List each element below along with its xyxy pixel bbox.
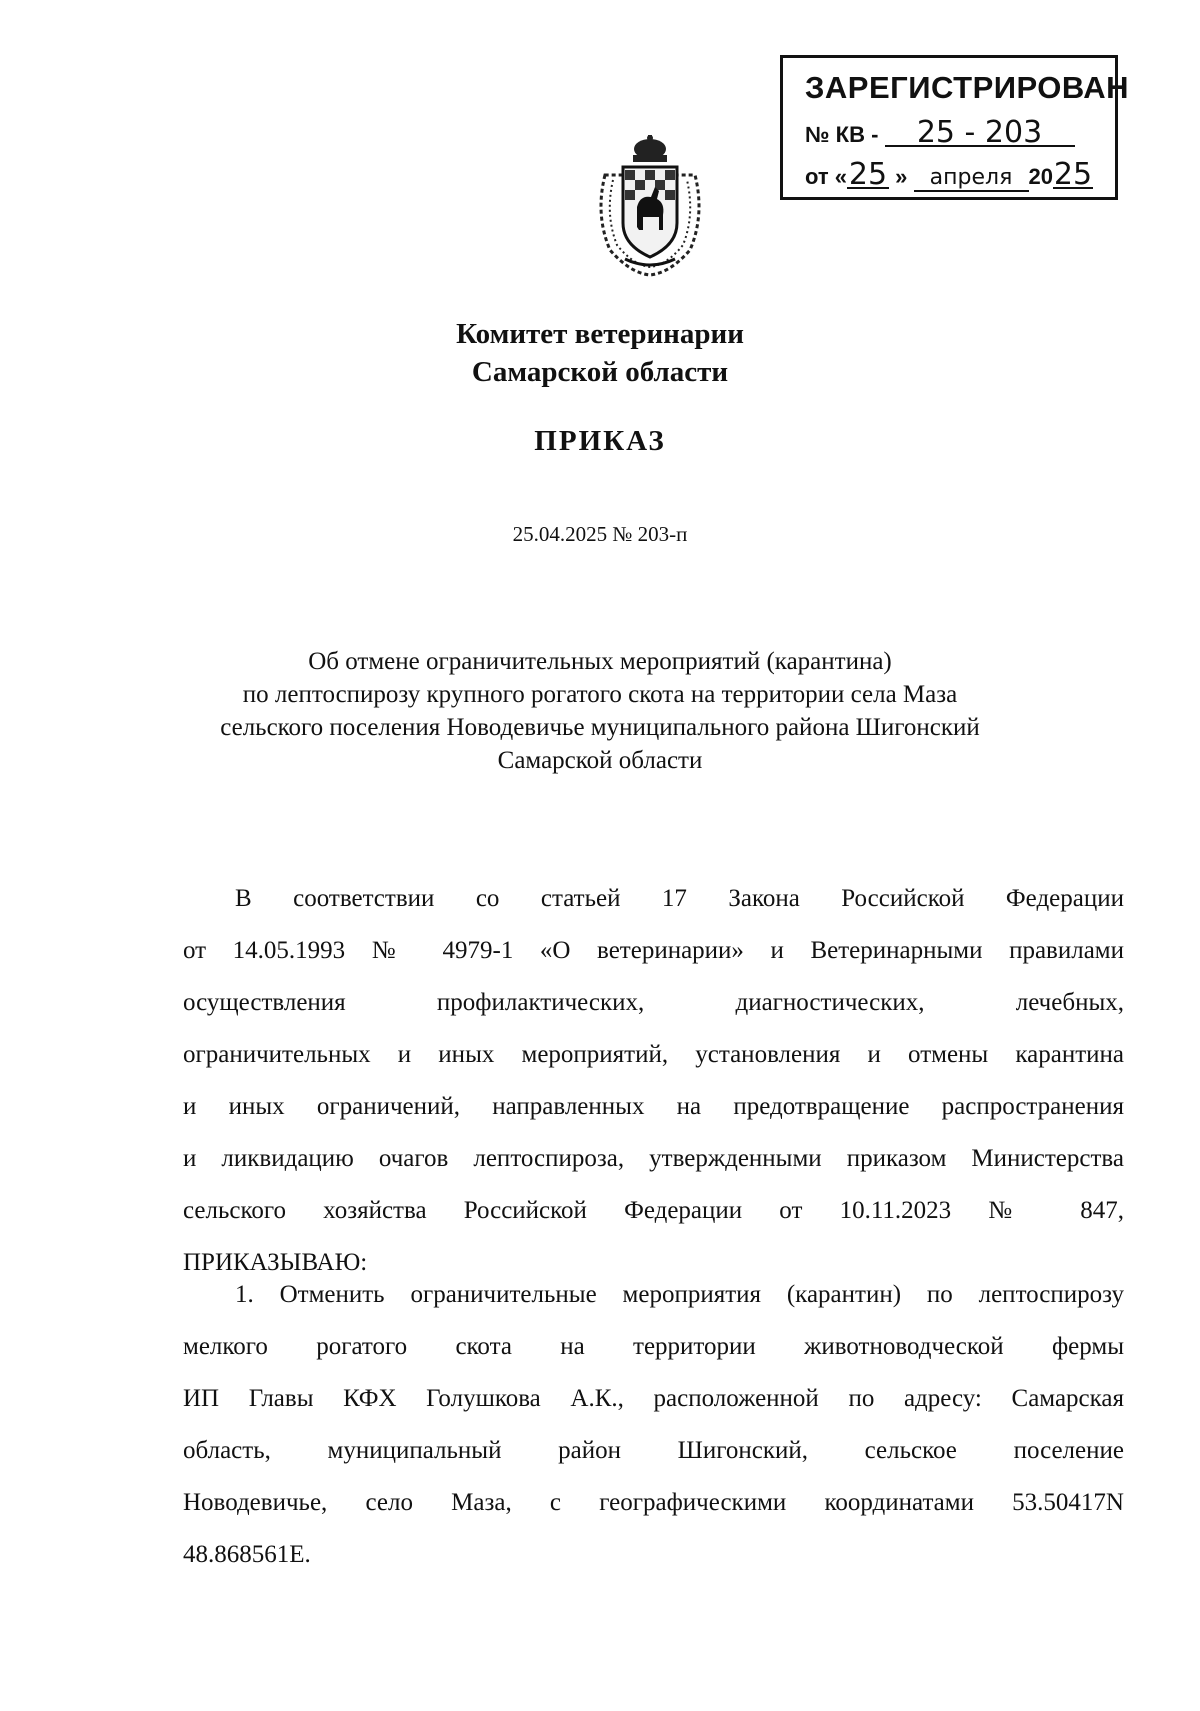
item-line: Новодевичье, село Маза, с географическими координатами 53.50417N — [183, 1489, 1124, 1516]
stamp-date-mid: » — [895, 164, 908, 189]
org-line-1: Комитет ветеринарии — [456, 318, 744, 350]
order-item-1 — [183, 1269, 1124, 1581]
item-line: ИП Главы КФХ Голушкова А.К., расположенной по адресу: Самарская — [183, 1385, 1124, 1412]
order-keyword: ПРИКАЗЫВАЮ: — [183, 1249, 368, 1276]
stamp-date-prefix: от « — [805, 164, 848, 189]
stamp-date-day: 25 — [848, 157, 888, 192]
document-subject — [0, 645, 1200, 777]
item-line: область, муниципальный район Шигонский, сельское поселение — [183, 1437, 1124, 1464]
registration-stamp — [780, 55, 1130, 200]
subject-line: по лептоспирозу крупного рогатого скота на территории села Маза — [242, 681, 958, 708]
preamble-line: и иных ограничений, направленных на предотвращение распространения — [183, 1093, 1124, 1120]
item-line: 1. Отменить ограничительные мероприятия (карантин) по лептоспирозу — [235, 1281, 1124, 1308]
preamble-line: осуществления профилактических, диагностических, лечебных, — [183, 989, 1124, 1016]
subject-line: сельского поселения Новодевичье муниципального района Шигонский — [220, 714, 980, 741]
preamble-line: ограничительных и иных мероприятий, установления и отмены карантина — [183, 1041, 1124, 1068]
stamp-title: ЗАРЕГИСТРИРОВАН — [805, 70, 1130, 105]
stamp-number-prefix: № КВ - — [805, 122, 879, 147]
preamble-paragraph — [183, 873, 1124, 1289]
preamble-line: и ликвидацию очагов лептоспироза, утвержденными приказом Министерства — [183, 1145, 1124, 1172]
stamp-date-year-prefix: 20 — [1028, 164, 1053, 189]
stamp-number-row — [805, 115, 1075, 150]
org-line-2: Самарской области — [471, 356, 729, 388]
stamp-date-month: апреля — [914, 166, 1029, 192]
samara-coat-of-arms-icon — [585, 135, 715, 280]
preamble-line: от 14.05.1993 № 4979-1 «О ветеринарии» и Ветеринарными правилами — [183, 937, 1124, 964]
subject-line: Самарской области — [497, 747, 703, 774]
subject-line: Об отмене ограничительных мероприятий (карантина) — [308, 648, 892, 675]
preamble-line: В соответствии со статьей 17 Закона Российской Федерации — [235, 885, 1124, 912]
item-line: 48.868561E. — [183, 1541, 311, 1568]
preamble-line: сельского хозяйства Российской Федерации от 10.11.2023 № 847, — [183, 1197, 1124, 1224]
document-type: ПРИКАЗ — [534, 425, 666, 457]
stamp-date-year: 25 — [1053, 157, 1093, 192]
organization-name — [0, 315, 1200, 391]
item-line: мелкого рогатого скота на территории животноводческой фермы — [183, 1333, 1124, 1360]
stamp-number-handwritten: 25 - 203 — [885, 121, 1075, 147]
document-date-number: 25.04.2025 № 203-п — [512, 522, 688, 546]
stamp-date-row — [805, 157, 1093, 192]
